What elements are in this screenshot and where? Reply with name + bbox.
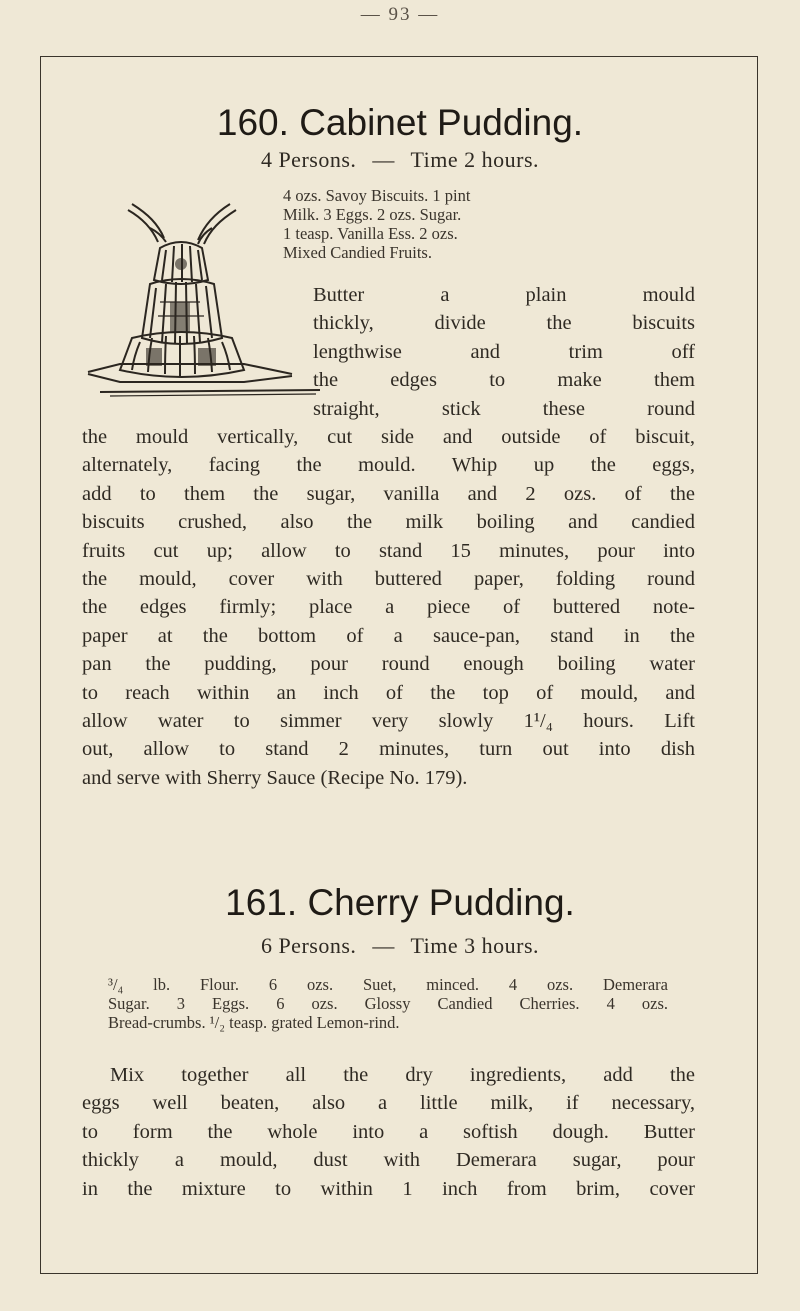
serves: 4 Persons.: [260, 147, 357, 172]
method-line: add to them the sugar, vanilla and 2 ozs. of the: [82, 482, 695, 505]
ingredient-line: 4 ozs. Savoy Biscuits. 1 pint: [283, 186, 471, 205]
method-line: pan the pudding, pour round enough boiling water: [82, 653, 695, 676]
ingredients-list: [108, 975, 668, 1032]
method-line: thickly, divide the biscuits: [313, 312, 695, 335]
time: Time 3 hours.: [410, 933, 540, 958]
method-line: in the mixture to within 1 inch from brim, cover: [82, 1177, 695, 1200]
method-line: and serve with Sherry Sauce (Recipe No. 179).: [82, 766, 468, 789]
serves: 6 Persons.: [260, 933, 357, 958]
method-line: Butter a plain mould: [313, 284, 695, 306]
separator: —: [372, 933, 395, 958]
method-line: fruits cut up; allow to stand 15 minutes, pour into: [82, 539, 695, 562]
method-line: the mould, cover with buttered paper, folding round: [82, 568, 695, 591]
method-line: straight, stick these round: [313, 397, 695, 420]
method-line: alternately, facing the mould. Whip up the eggs,: [82, 454, 695, 477]
method-text: [82, 1061, 695, 1203]
method-line: the mould vertically, cut side and outside of biscuit,: [82, 426, 695, 448]
method-text-wrapped: [313, 281, 695, 423]
method-line: lengthwise and trim off: [313, 340, 695, 363]
ingredients-list: [283, 186, 693, 262]
ingredient-line: 1 teasp. Vanilla Ess. 2 ozs.: [283, 224, 458, 243]
ingredient-line: Mixed Candied Fruits.: [283, 243, 432, 262]
ingredient-line: Sugar. 3 Eggs. 6 ozs. Glossy Candied Cherries. 4 ozs.: [108, 994, 668, 1013]
page-number: — 93 —: [360, 4, 440, 25]
method-line: out, allow to stand 2 minutes, turn out into dish: [82, 738, 695, 761]
method-line: to form the whole into a softish dough. Butter: [82, 1120, 695, 1143]
recipe-title: 160. Cabinet Pudding.: [216, 102, 584, 143]
method-line: biscuits crushed, also the milk boiling and candied: [82, 511, 695, 534]
method-line: paper at the bottom of a sauce-pan, stand in the: [82, 624, 695, 647]
method-line: thickly a mould, dust with Demerara sugar, pour: [82, 1149, 695, 1172]
recipe-title: 161. Cherry Pudding.: [225, 882, 575, 923]
time: Time 2 hours.: [410, 147, 540, 172]
ingredient-line: Milk. 3 Eggs. 2 ozs. Sugar.: [283, 205, 462, 224]
method-text: [82, 423, 695, 792]
ingredient-line: Bread-crumbs. ¹/₂ teasp. grated Lemon-rind.: [108, 1013, 400, 1032]
method-line: eggs well beaten, also a little milk, if necessary,: [82, 1092, 695, 1115]
recipe-subline: [0, 933, 800, 959]
method-line: Mix together all the dry ingredients, add the: [110, 1064, 695, 1086]
recipe-subline: [0, 147, 800, 173]
method-line: allow water to simmer very slowly 1¹/₄ hours. Lift: [82, 710, 695, 733]
method-line: the edges firmly; place a piece of buttered note-: [82, 596, 695, 619]
method-line: to reach within an inch of the top of mould, and: [82, 681, 695, 704]
method-line: the edges to make them: [313, 369, 695, 392]
ingredient-line: ³/₄ lb. Flour. 6 ozs. Suet, minced. 4 ozs. Demerara: [108, 975, 668, 994]
separator: —: [372, 147, 395, 172]
